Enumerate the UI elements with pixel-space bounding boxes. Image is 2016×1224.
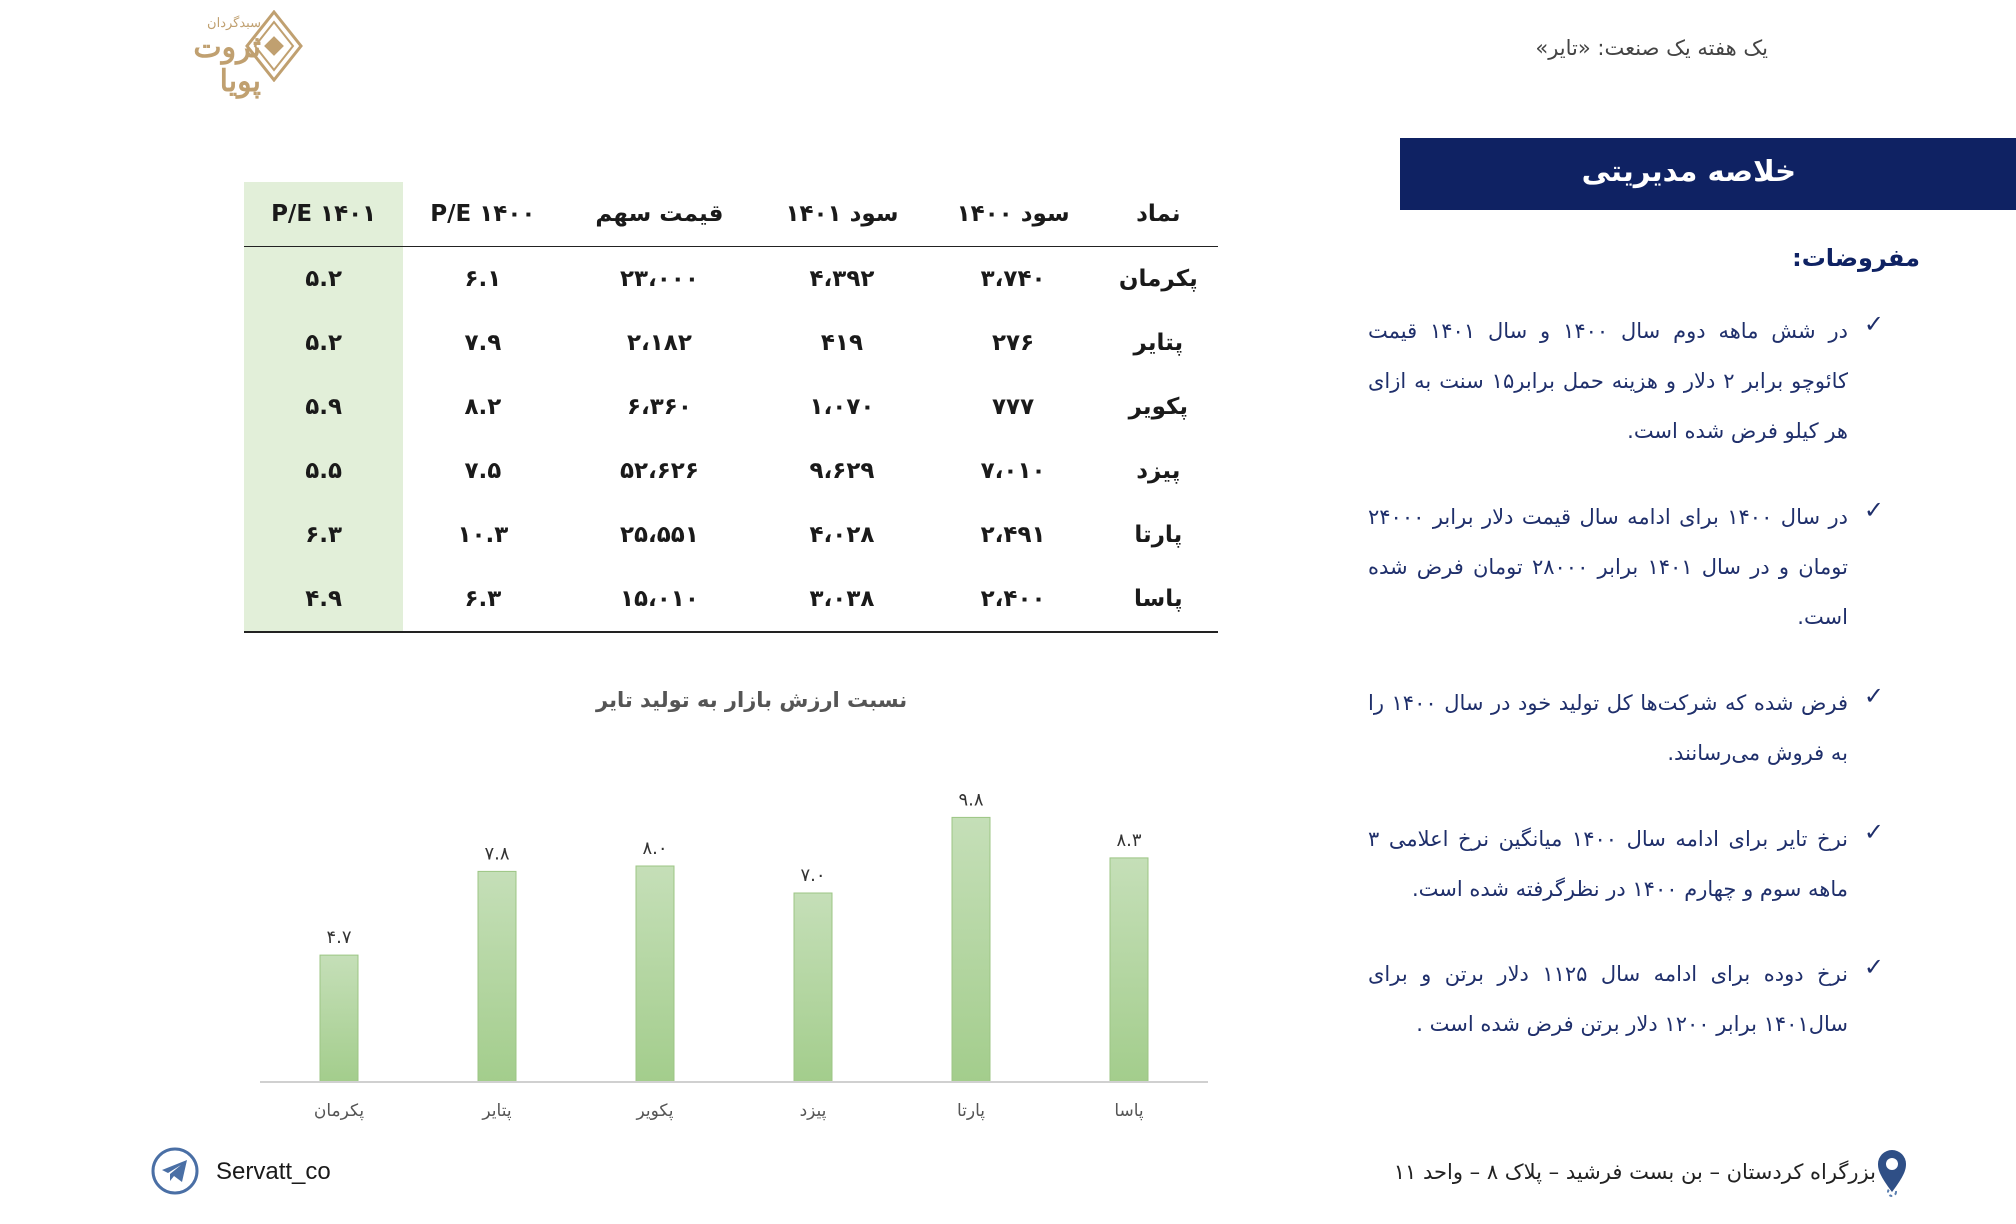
table-cell: ۲۵،۵۵۱	[619, 522, 699, 548]
category-label: پکرمان	[313, 1101, 365, 1121]
chart-bar	[1110, 858, 1148, 1082]
company-logo	[155, 8, 305, 99]
category-label: پارتا	[956, 1101, 986, 1121]
column-header: سود ۱۴۰۱	[756, 182, 927, 247]
chart-title: نسبت ارزش بازار به تولید تایر	[596, 688, 908, 712]
data-label: ۷.۸	[484, 843, 510, 865]
category-label: پیزد	[799, 1101, 827, 1121]
telegram-icon[interactable]	[150, 1146, 200, 1196]
column-header: سود ۱۴۰۰	[928, 182, 1099, 247]
data-label: ۸.۰	[642, 838, 668, 859]
table-cell: ۴،۰۲۸	[809, 522, 875, 548]
table-cell: ۲۳،۰۰۰	[619, 266, 699, 292]
table-cell: ۲،۴۹۱	[980, 522, 1046, 548]
assumption-item: نرخ تایر برای ادامه سال ۱۴۰۰ میانگین نرخ اعلامی ۳ ماهه سوم و چهارم ۱۴۰۰ در نظرگرفته شده است.	[1368, 827, 1848, 901]
logo-small-text: سبدگردان	[207, 16, 261, 31]
table-cell: ۲،۴۰۰	[928, 567, 1099, 632]
table-cell: ۴۱۹	[820, 330, 864, 356]
table-row	[244, 311, 1218, 375]
check-icon: ✓	[1863, 682, 1884, 710]
table-cell: ۶.۳	[403, 567, 562, 632]
table-cell: ۷.۵	[464, 458, 502, 484]
table-row	[244, 567, 1218, 632]
check-icon: ✓	[1863, 310, 1884, 338]
data-label: ۹.۸	[958, 789, 984, 811]
table-header-row	[244, 182, 1218, 247]
column-header: قیمت سهم	[562, 182, 756, 247]
check-icon: ✓	[1863, 953, 1884, 981]
pe-table	[244, 182, 1218, 633]
column-header: P/E ۱۴۰۱	[244, 182, 403, 247]
telegram-handle[interactable]: Servatt_co	[216, 1158, 331, 1185]
column-header: P/E ۱۴۰۰	[403, 182, 562, 247]
location-pin-icon	[1868, 1146, 1916, 1198]
logo-big-text: ثروت پویا	[193, 30, 261, 99]
table-cell: ۷،۰۱۰	[980, 458, 1046, 484]
check-icon: ✓	[1863, 818, 1884, 846]
logo-emblem-icon	[245, 10, 303, 82]
bar-chart	[250, 760, 1210, 1140]
table-cell: ۱۵،۰۱۰	[562, 567, 756, 632]
assumption-item: نرخ دوده برای ادامه سال ۱۱۲۵ دلار برتن و برای سال۱۴۰۱ برابر ۱۲۰۰ دلار برتن فرض شده است .	[1368, 962, 1848, 1036]
table-cell: ۶،۳۶۰	[626, 394, 692, 420]
chart-bar	[636, 866, 674, 1082]
data-label: ۷.۰	[800, 865, 826, 886]
chart-bar	[320, 955, 358, 1082]
assumption-item: در شش ماهه دوم سال ۱۴۰۰ و سال ۱۴۰۱ قیمت کائوچو برابر ۲ دلار و هزینه حمل برابر۱۵ سنت به ازای هر کیلو فرض شده است.	[1368, 319, 1849, 443]
table-cell: پکویر	[1128, 394, 1189, 420]
table-row	[244, 503, 1218, 567]
summary-title: خلاصه مدیریتی	[1581, 154, 1796, 188]
table-cell: پکرمان	[1118, 266, 1198, 292]
table-cell: پتایر	[1133, 330, 1184, 356]
table-row	[244, 247, 1218, 312]
table-cell: ۱،۰۷۰	[809, 394, 875, 420]
table-row	[244, 439, 1218, 503]
chart-bar	[952, 817, 990, 1082]
table-cell: ۵۲،۶۲۶	[619, 458, 699, 484]
chart-bar	[478, 871, 516, 1082]
check-icon: ✓	[1863, 496, 1884, 524]
report-title: یک هفته یک صنعت: «تایر»	[1535, 36, 1768, 60]
assumption-item: فرض شده که شرکت‌ها کل تولید خود در سال ۱۴۰۰ را به فروش می‌رسانند.	[1368, 691, 1848, 765]
assumption-item: در سال ۱۴۰۰ برای ادامه سال قیمت دلار برابر ۲۴۰۰۰ تومان و در سال ۱۴۰۱ برابر ۲۸۰۰۰ تومان فرض شده است.	[1368, 505, 1848, 629]
table-cell: ۳،۰۳۸	[756, 567, 927, 632]
table-cell: ۲،۱۸۲	[626, 330, 692, 356]
table-cell: ۷۷۷	[992, 394, 1035, 420]
table-cell: ۷.۹	[464, 330, 502, 356]
category-label: پکویر	[636, 1101, 674, 1121]
chart-bar	[794, 893, 832, 1082]
table-cell: ۱۰.۳	[457, 522, 509, 548]
table-cell: ۵.۲	[244, 311, 403, 375]
table-cell: پاسا	[1099, 567, 1218, 632]
table-cell: ۳،۷۴۰	[980, 266, 1046, 292]
column-header: نماد	[1099, 182, 1218, 247]
table-cell: ۵.۲	[244, 247, 403, 312]
table-cell: ۹،۶۲۹	[809, 458, 875, 484]
table-cell: پیزد	[1136, 458, 1181, 484]
table-cell: ۴.۹	[244, 567, 403, 632]
assumptions-heading: مفروضات:	[1792, 244, 1920, 272]
data-label: ۴.۷	[326, 927, 352, 949]
table-cell: ۲۷۶	[992, 330, 1035, 356]
table-cell: پارتا	[1134, 522, 1183, 548]
table-cell: ۵.۹	[244, 375, 403, 439]
table-cell: ۵.۵	[244, 439, 403, 503]
category-label: پاسا	[1114, 1101, 1144, 1121]
table-cell: ۶.۱	[464, 266, 502, 292]
table-cell: ۸.۲	[464, 394, 502, 420]
summary-banner	[1400, 138, 2016, 210]
data-label: ۸.۳	[1116, 829, 1142, 851]
address-text: بزرگراه کردستان – بن بست فرشید – پلاک ۸ – واحد ۱۱	[1393, 1160, 1876, 1184]
category-label: پتایر	[482, 1101, 512, 1121]
table-cell: ۴،۳۹۲	[809, 266, 875, 292]
table-row	[244, 375, 1218, 439]
table-cell: ۶.۳	[244, 503, 403, 567]
